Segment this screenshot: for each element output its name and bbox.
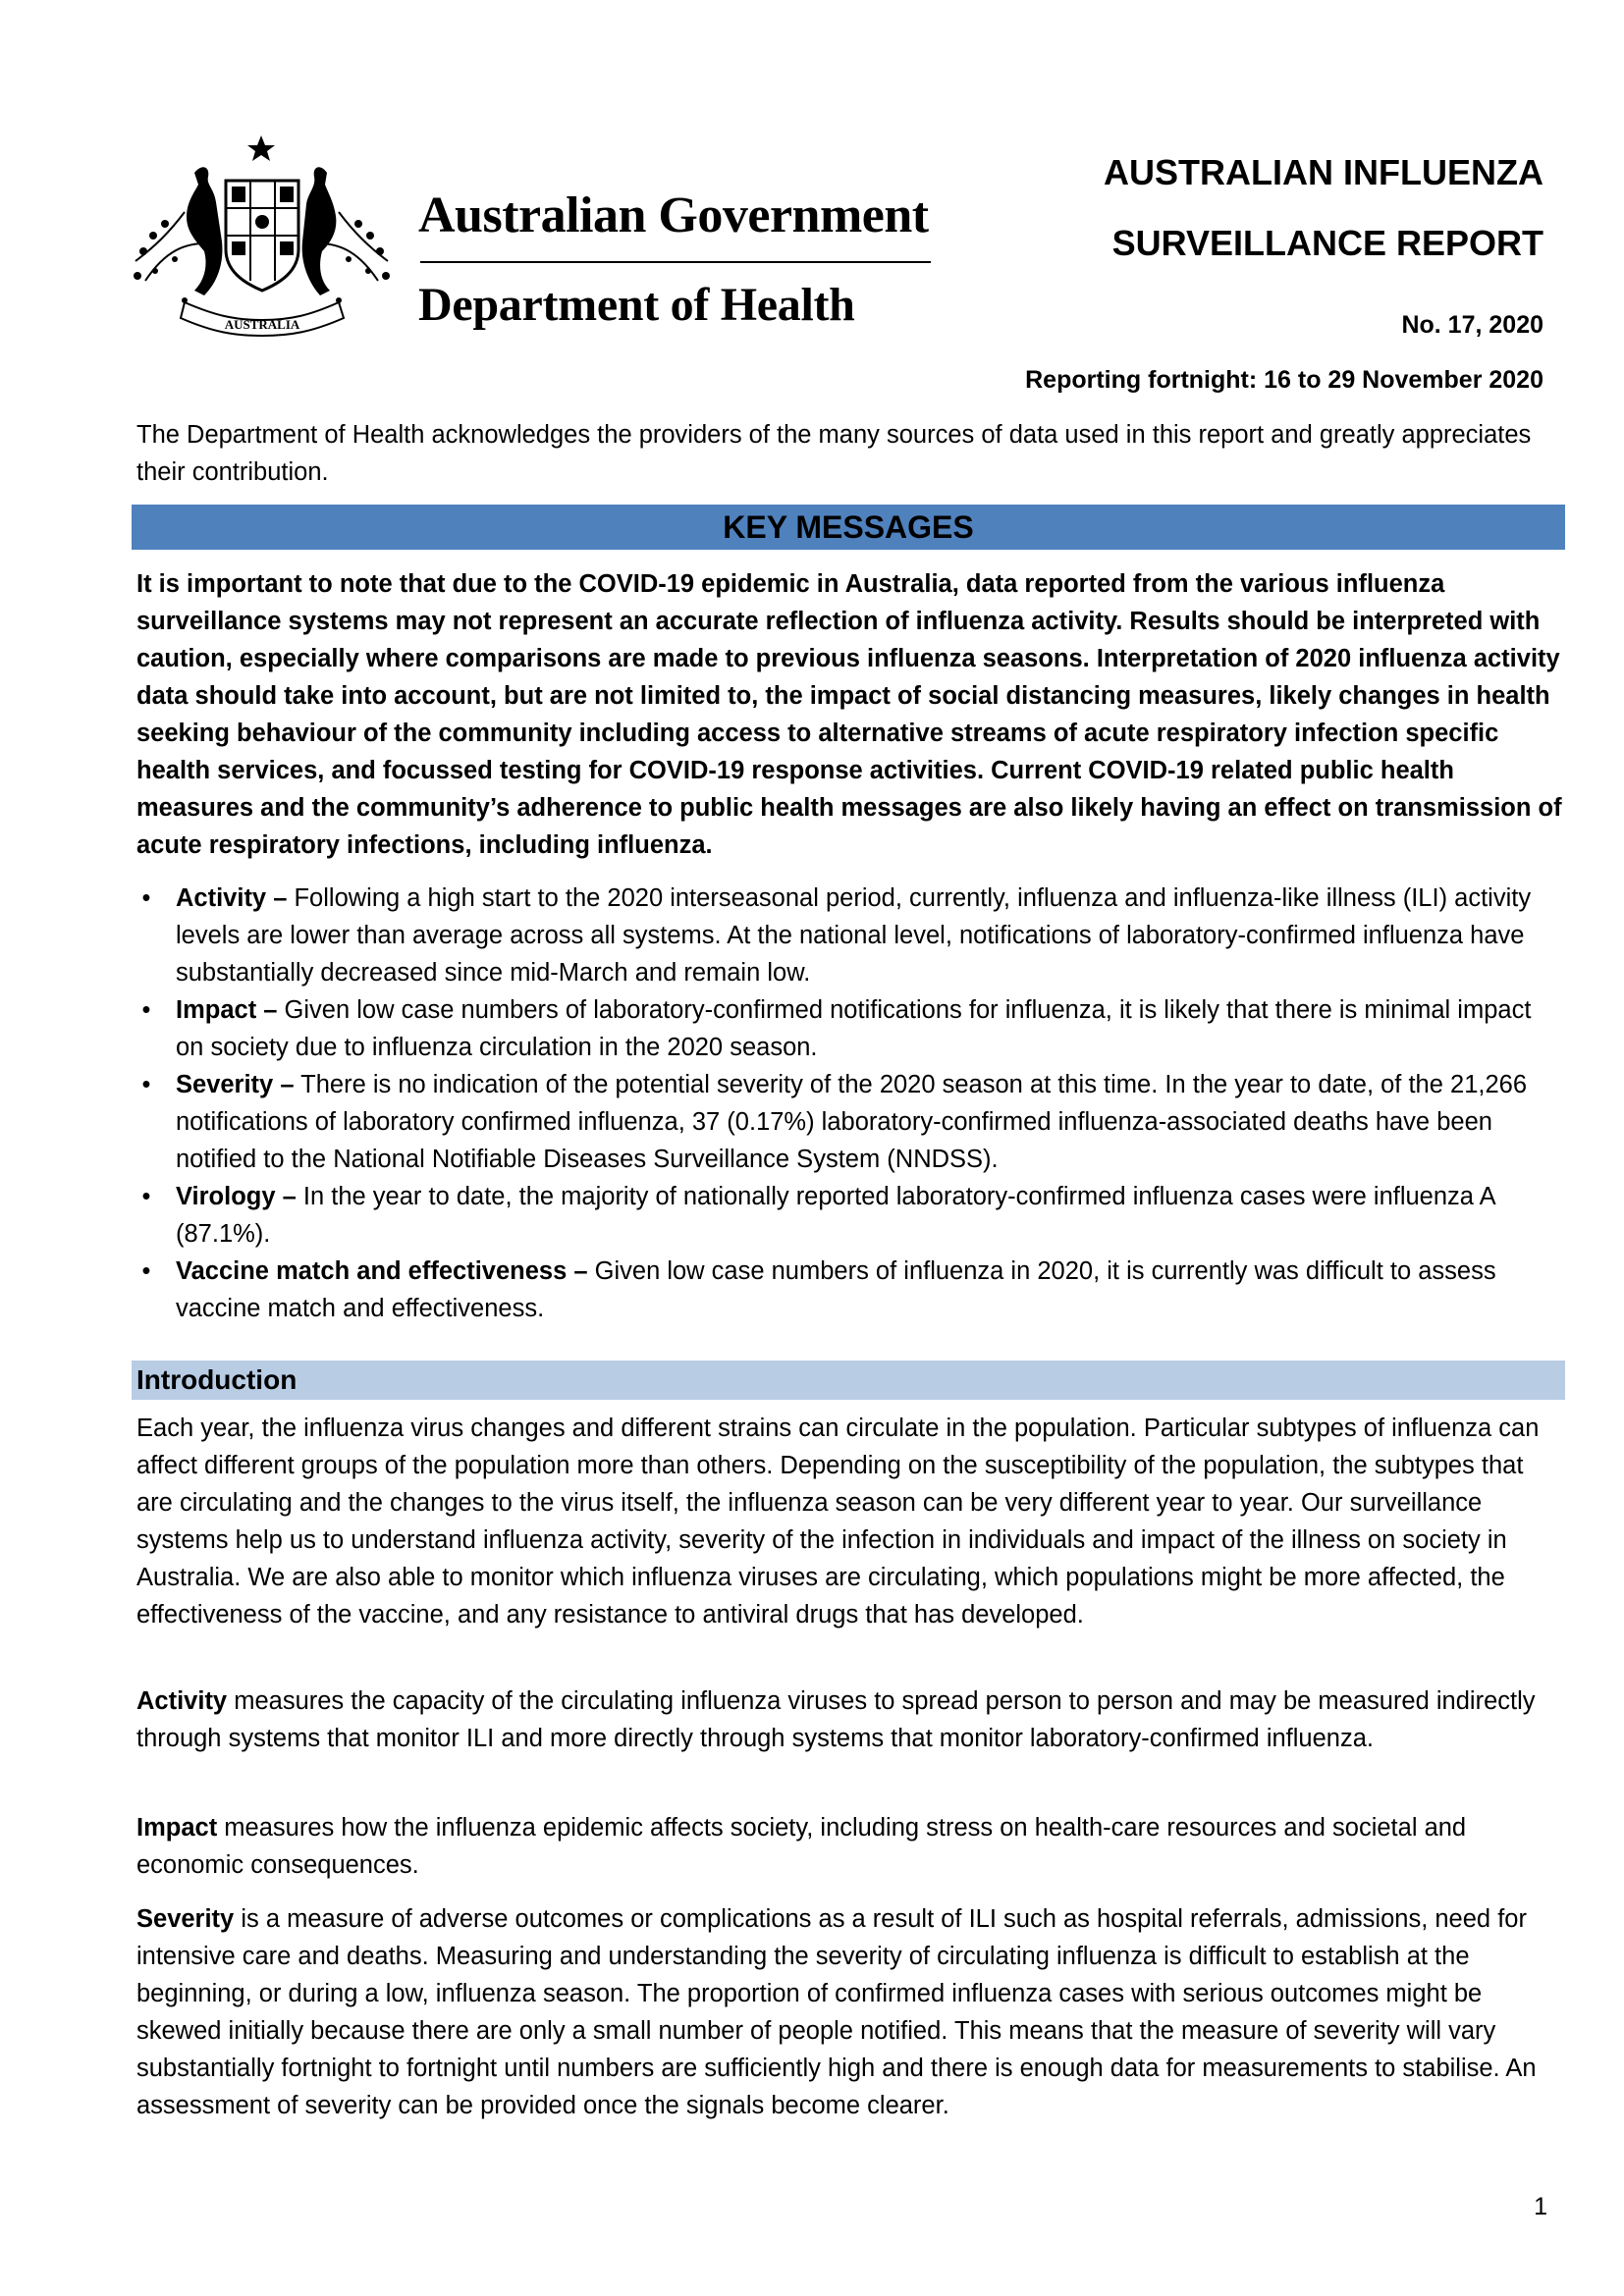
government-name: Australian Government (418, 187, 929, 243)
bullet-point-icon: • (141, 1257, 151, 1285)
key-messages-intro: It is important to note that due to the COVID-19 epidemic in Australia, data reported from the various influenza surveillance systems may not represent an accurate reflection of influenza activity. Results should be interpreted with caution, especially where comparisons are made to previous influenza seasons. Interpretation of 2020 influenza activity data should take into account, but are not limited to, the impact of social distancing measures, likely changes in health seeking behaviour of the community including access to alternative streams of acute respiratory infection specific health services, and focussed testing for COVID-19 response activities. Current COVID-19 related public health measures and the community’s adherence to public health messages are also likely having an effect on transmission of acute respiratory infections, including influenza. (136, 570, 1562, 859)
bullet-label: Impact – (176, 996, 278, 1024)
acknowledgement-text: The Department of Health acknowledges the providers of the many sources of data used in this report and greatly appreciates their contribution. (136, 421, 1532, 486)
activity-definition (136, 1682, 1562, 1757)
bullet-point-icon: • (141, 1071, 151, 1098)
activity-text: measures the capacity of the circulating influenza viruses to spread person to person and may be measured indirectly through systems that monitor ILI and more directly through systems that monitor laboratory-confirmed influenza. (136, 1687, 1536, 1752)
severity-definition (136, 1900, 1562, 2124)
list-item-activity (136, 880, 1562, 991)
bullet-point-icon: • (141, 996, 151, 1024)
bullet-text: Following a high start to the 2020 interseasonal period, currently, influenza and influenza-like illness (ILI) activity levels are lower than average across all systems. At the national level, notifications of laboratory-confirmed influenza have substantially decreased since mid-March and remain low. (176, 884, 1532, 987)
severity-text: is a measure of adverse outcomes or complications as a result of ILI such as hospital referrals, admissions, need for intensive care and deaths. Measuring and understanding the severity of circulating influenza is difficult to establish at the beginning, or during a low, influenza season. The proportion of confirmed influenza cases with serious outcomes might be skewed initially because there are only a small number of people notified. This means that the measure of severity will vary substantially fortnight to fortnight until numbers are sufficiently high and there is enough data for measurements to stabilise. An assessment of severity can be provided once the signals become clearer. (136, 1905, 1537, 2119)
department-name: Department of Health (418, 279, 855, 331)
bullet-label: Virology – (176, 1183, 297, 1210)
report-number: No. 17, 2020 (1401, 311, 1543, 339)
report-title (954, 137, 1543, 279)
bullet-text: Given low case numbers of laboratory-confirmed notifications for influenza, it is likely that there is minimal impact on society due to influenza circulation in the 2020 season. (176, 996, 1532, 1061)
bullet-text: There is no indication of the potential severity of the 2020 season at this time. In the year to date, of the 21,266 notifications of laboratory confirmed influenza, 37 (0.17%) laboratory-confirmed influenza-associated deaths have been notified to the National Notifiable Diseases Surveillance System (NNDSS). (176, 1071, 1528, 1173)
list-item-vaccine (136, 1253, 1562, 1327)
impact-definition (136, 1809, 1562, 1884)
reporting-period: Reporting fortnight: 16 to 29 November 2020 (1025, 366, 1543, 394)
bullet-label: Severity – (176, 1071, 295, 1098)
bullet-text: Given low case numbers of influenza in 2020, it is currently was difficult to assess vaccine match and effectiveness. (176, 1257, 1496, 1322)
coat-of-arms-logo (126, 133, 398, 340)
bullet-label: Activity – (176, 884, 288, 912)
key-messages-heading: KEY MESSAGES (132, 505, 1565, 550)
impact-text: measures how the influenza epidemic affects society, including stress on health-care resources and societal and economic consequences. (136, 1814, 1467, 1879)
header-divider (420, 261, 931, 263)
key-messages-list (136, 880, 1562, 1327)
report-title-line-1: AUSTRALIAN INFLUENZA (1104, 152, 1543, 192)
report-title-line-2: SURVEILLANCE REPORT (1111, 223, 1543, 263)
list-item-severity (136, 1066, 1562, 1178)
introduction-paragraph: Each year, the influenza virus changes and different strains can circulate in the population. Particular subtypes of influenza can affect different groups of the population more than others. Depending on the susceptibility of the population, the subtypes that are circulating and the changes to the virus itself, the influenza season can be very different year to year. Our surveillance systems help us to understand influenza activity, severity of the infection in individuals and impact of the illness on society in Australia. We are also able to monitor which influenza viruses are circulating, which populations might be more affected, the effectiveness of the vaccine, and any resistance to antiviral drugs that has developed. (136, 1415, 1540, 1629)
severity-term: Severity (136, 1905, 235, 1933)
bullet-label: Vaccine match and effectiveness – (176, 1257, 588, 1285)
bullet-point-icon: • (141, 1183, 151, 1210)
list-item-impact (136, 991, 1562, 1066)
crest-ribbon-text: AUSTRALIA (224, 317, 300, 332)
page-number: 1 (1534, 2193, 1547, 2220)
introduction-heading: Introduction (132, 1361, 1565, 1400)
list-item-virology (136, 1178, 1562, 1253)
bullet-text: In the year to date, the majority of nationally reported laboratory-confirmed influenza cases were influenza A (87.1%). (176, 1183, 1495, 1248)
impact-term: Impact (136, 1814, 218, 1842)
bullet-point-icon: • (141, 884, 151, 912)
activity-term: Activity (136, 1687, 228, 1715)
